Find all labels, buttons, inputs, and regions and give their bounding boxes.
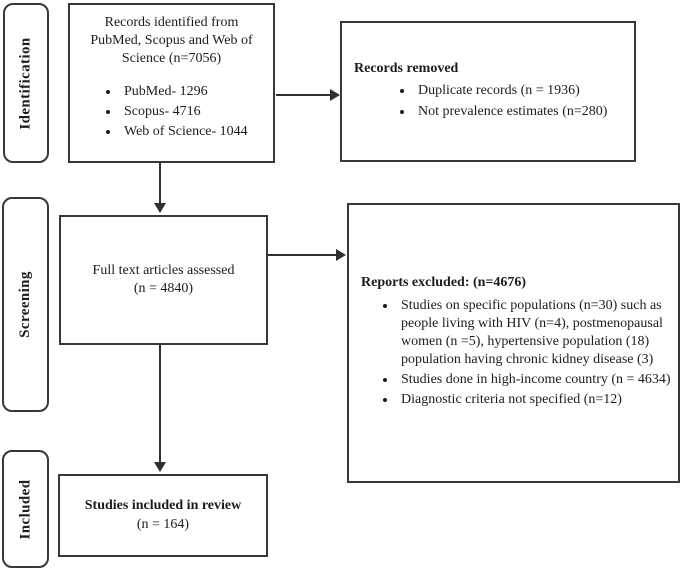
records-identified-title: Records identified from PubMed, Scopus and Web of Science (n=7056) xyxy=(90,15,253,67)
stage-identification-label: Identification xyxy=(17,36,34,130)
arrow-head-down-icon xyxy=(154,203,166,213)
full-text-assessed-line2: (n = 4840) xyxy=(133,281,194,296)
list-item: • Web of Science- 1044 xyxy=(120,123,273,141)
arrow-head-right-icon xyxy=(336,249,346,261)
reports-excluded-bullet-list xyxy=(361,297,674,412)
list-item: • Studies done in high-income country (n = 4634) xyxy=(397,371,674,389)
arrow-head-down-icon xyxy=(154,462,166,472)
box-full-text-assessed xyxy=(59,215,268,345)
stage-screening xyxy=(2,197,49,412)
records-removed-title: Records removed xyxy=(354,61,459,77)
arrow-line xyxy=(159,163,161,203)
box-records-identified xyxy=(68,3,275,163)
box-reports-excluded xyxy=(347,203,680,483)
reports-excluded-title: Reports excluded: (n=4676) xyxy=(361,275,527,291)
stage-identification xyxy=(3,3,49,163)
records-removed-bullet-list xyxy=(354,82,628,122)
stage-screening-label: Screening xyxy=(17,271,33,338)
studies-included-line2: (n = 164) xyxy=(136,516,190,532)
stage-included-label: Included xyxy=(17,479,34,539)
list-item: • Not prevalence estimates (n=280) xyxy=(414,103,628,121)
list-item: • Scopus- 4716 xyxy=(120,103,273,121)
full-text-assessed-line1: Full text articles assessed xyxy=(92,262,235,278)
list-item: • PubMed- 1296 xyxy=(120,83,273,101)
arrow-line xyxy=(268,254,336,256)
studies-included-line1: Studies included in review xyxy=(84,498,242,514)
list-item: • Diagnostic criteria not specified (n=12) xyxy=(397,391,674,409)
list-item: • Duplicate records (n = 1936) xyxy=(414,82,628,100)
box-records-removed xyxy=(340,21,636,162)
list-item: • Studies on specific populations (n=30) such as people living with HIV (n=4), postmenopausal women (n =5), hypertensive population (18) population having chronic kidney disease (3) xyxy=(397,297,674,370)
records-identified-bullet-list xyxy=(70,83,273,142)
box-studies-included xyxy=(58,474,268,557)
arrow-head-right-icon xyxy=(330,89,340,101)
stage-included xyxy=(2,450,49,568)
arrow-line xyxy=(276,94,330,96)
arrow-line xyxy=(159,345,161,462)
